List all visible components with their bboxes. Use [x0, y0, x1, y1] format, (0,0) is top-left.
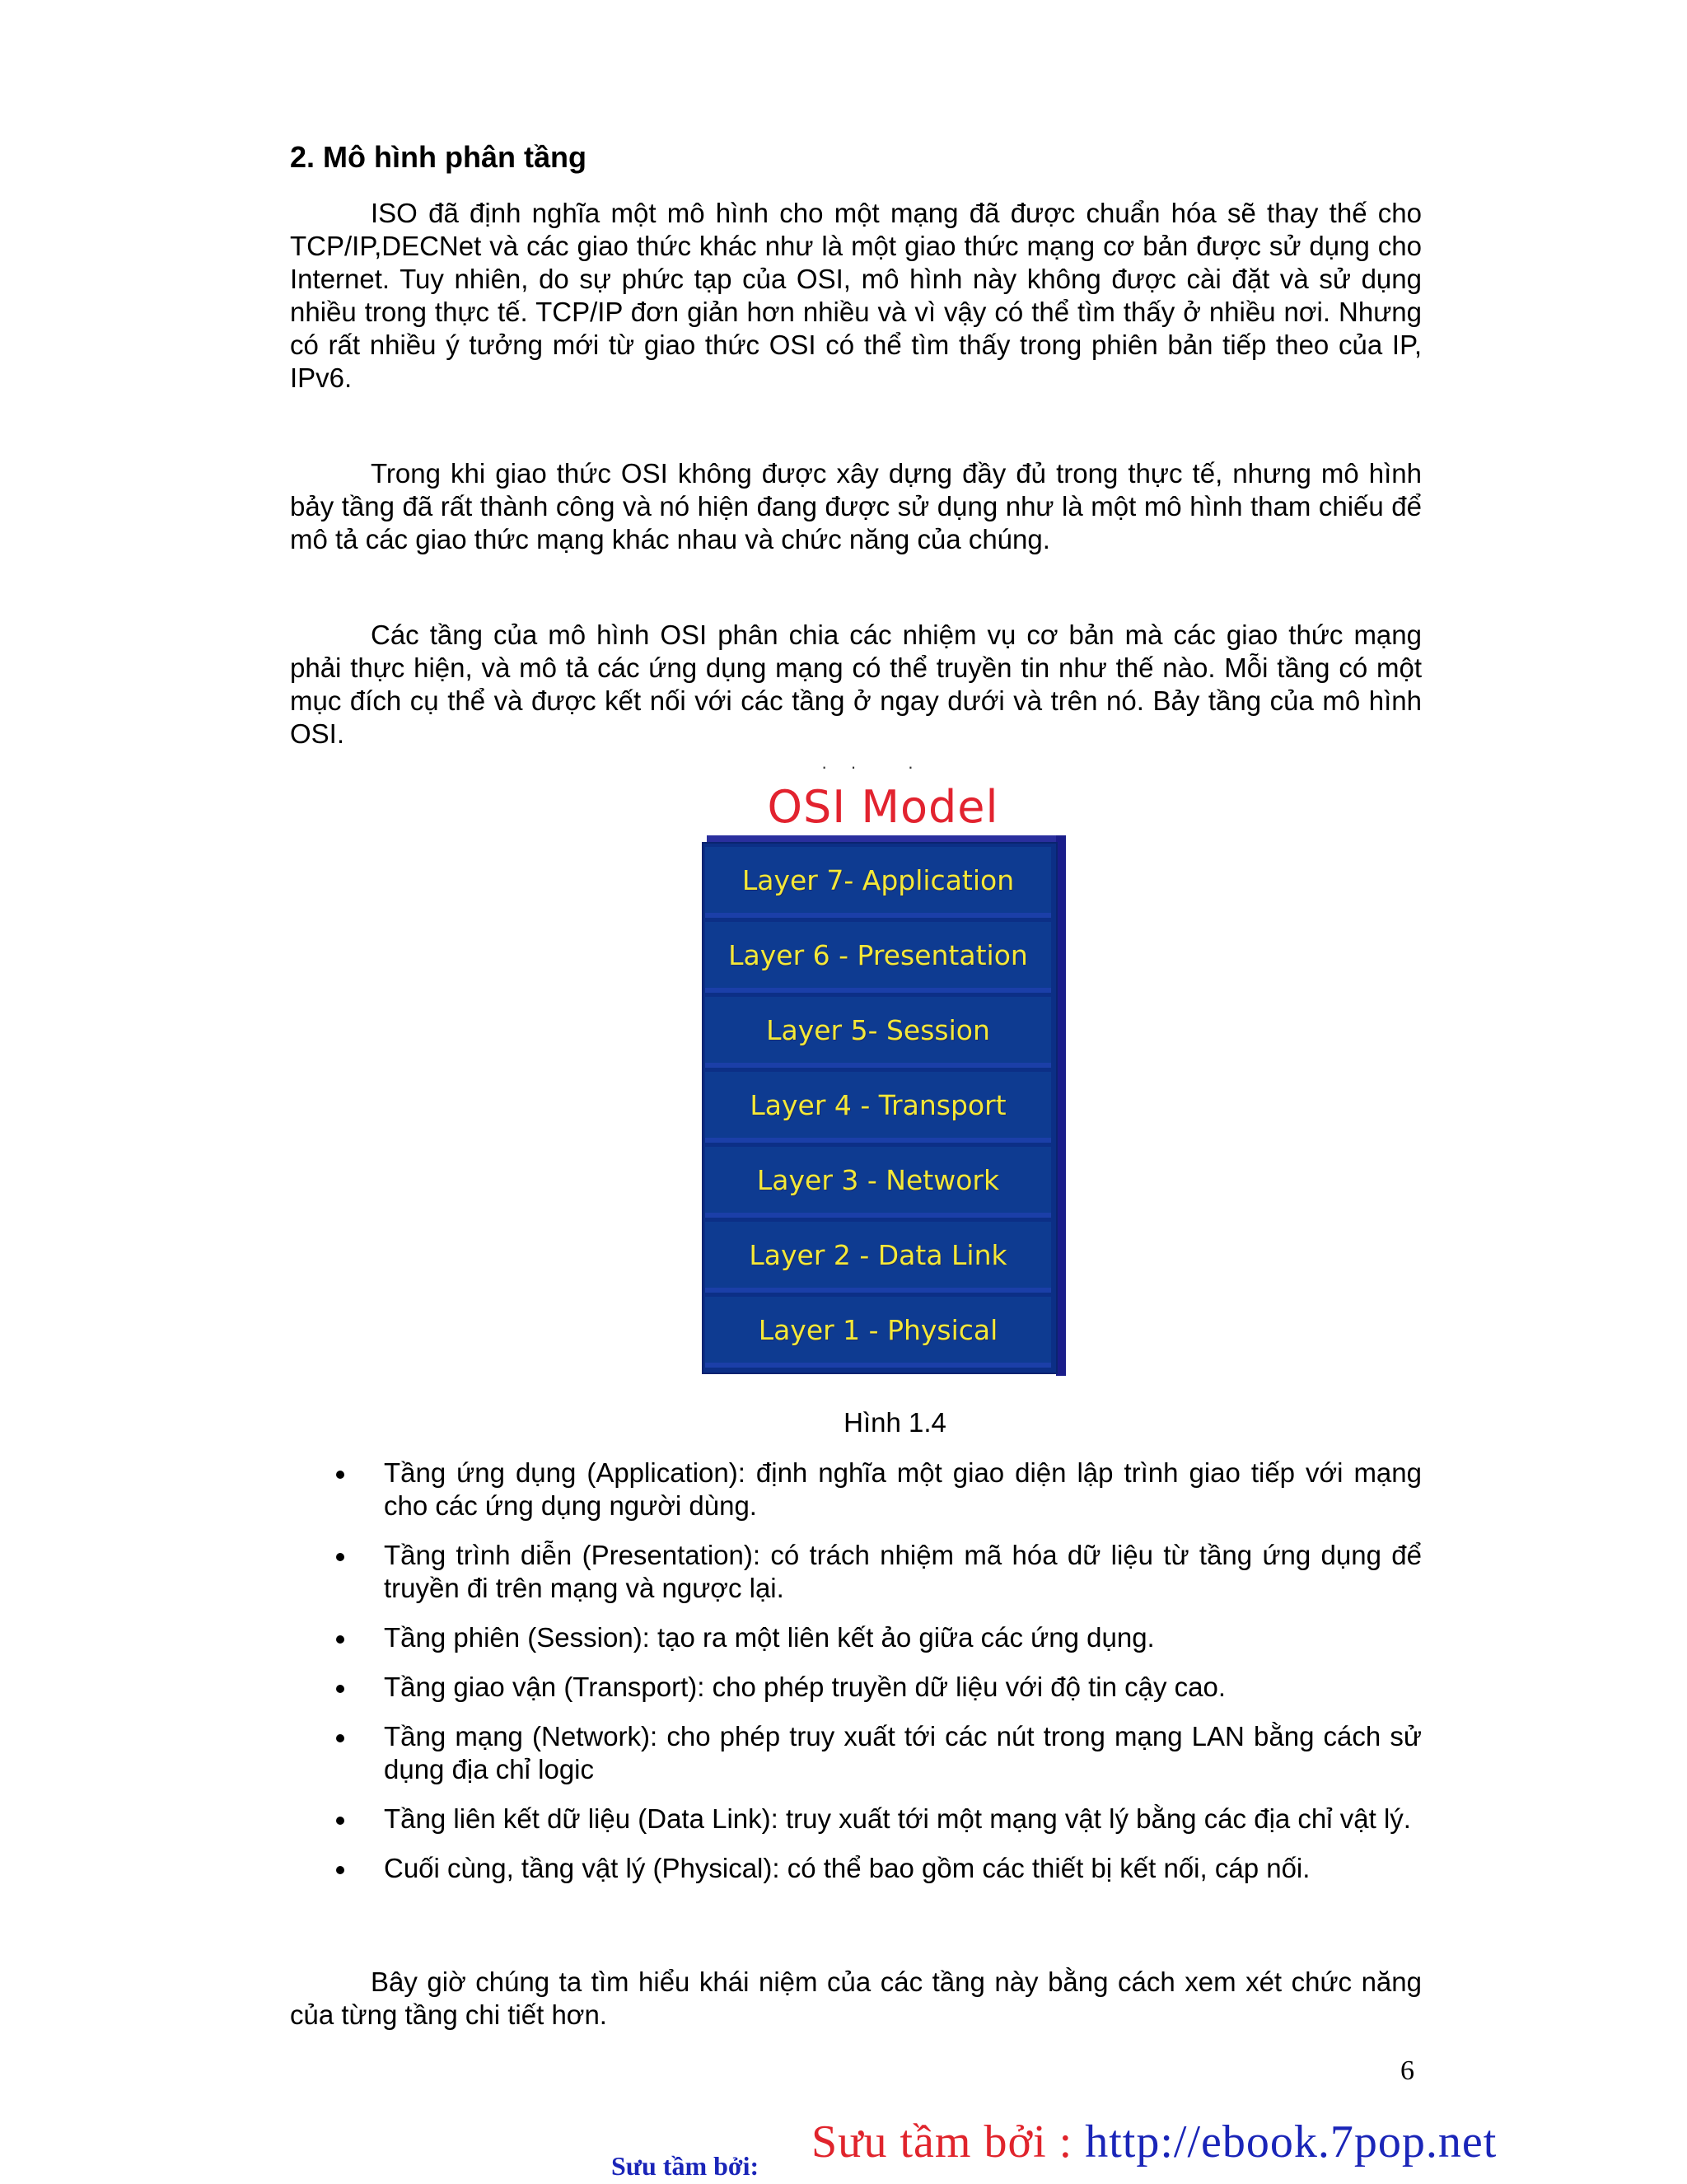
- list-item-text: Tầng ứng dụng (Application): định nghĩa một giao diện lập trình giao tiếp với mạng cho các ứng dụng người dùng.: [384, 1457, 1422, 1521]
- list-item: [329, 1621, 1422, 1654]
- page-number: 6: [1400, 2055, 1414, 2086]
- layer-description-list: [329, 1457, 1422, 1901]
- list-item: [329, 1852, 1422, 1885]
- layer-4-transport: Layer 4 - Transport: [705, 1072, 1051, 1143]
- list-item: [329, 1720, 1422, 1786]
- list-item-text: Tầng liên kết dữ liệu (Data Link): truy xuất tới một mạng vật lý bằng các địa chỉ vật lý.: [384, 1803, 1411, 1834]
- bullet-icon: [336, 1734, 344, 1742]
- paragraph-osi-layers-intro: Các tầng của mô hình OSI phân chia các nhiệm vụ cơ bản mà các giao thức mạng phải thực hiện, và mô tả các ứng dụng mạng có thể truyền tin như thế nào. Mỗi tầng có một mục đích cụ thể và được kết nối với các tầng ở ngay dưới và trên nó. Bảy tầng của mô hình OSI.: [290, 620, 1422, 749]
- watermark-prefix: Sưu tầm bởi :: [811, 2116, 1086, 2168]
- list-item-text: Tầng mạng (Network): cho phép truy xuất tới các nút trong mạng LAN bằng cách sử dụng địa chỉ logic: [384, 1721, 1422, 1784]
- osi-layer-stack: [702, 842, 1058, 1374]
- layer-7-application: Layer 7- Application: [705, 847, 1051, 918]
- list-item-text: Tầng trình diễn (Presentation): có trách nhiệm mã hóa dữ liệu từ tầng ứng dụng để truyền đi trên mạng và ngược lại.: [384, 1540, 1422, 1603]
- layer-1-physical: Layer 1 - Physical: [705, 1297, 1051, 1368]
- layer-2-data-link: Layer 2 - Data Link: [705, 1222, 1051, 1293]
- paragraph-osi-reference: Trong khi giao thức OSI không được xây dựng đầy đủ trong thực tế, nhưng mô hình bảy tầng đã rất thành công và nó hiện đang được sử dụng như là một mô hình tham chiếu để mô tả các giao thức mạng khác nhau và chức năng của chúng.: [290, 458, 1422, 554]
- figure-title: OSI Model: [767, 781, 999, 833]
- bullet-icon: [336, 1685, 344, 1693]
- layer-3-network: Layer 3 - Network: [705, 1147, 1051, 1218]
- list-item: [329, 1803, 1422, 1836]
- list-item-text: Cuối cùng, tầng vật lý (Physical): có thể bao gồm các thiết bị kết nối, cáp nối.: [384, 1853, 1311, 1883]
- bullet-icon: [336, 1817, 344, 1825]
- section-heading: 2. Mô hình phân tầng: [290, 140, 586, 174]
- list-item-text: Tầng giao vận (Transport): cho phép truyền dữ liệu với độ tin cậy cao.: [384, 1672, 1227, 1702]
- bullet-icon: [336, 1866, 344, 1874]
- list-item: [329, 1539, 1422, 1605]
- footer-label: Sưu tầm bởi:: [611, 2151, 759, 2181]
- layer-6-presentation: Layer 6 - Presentation: [705, 922, 1051, 993]
- paragraph-closing: Bây giờ chúng ta tìm hiểu khái niệm của các tầng này bằng cách xem xét chức năng của từng tầng chi tiết hơn.: [290, 1967, 1422, 2030]
- layer-5-session: Layer 5- Session: [705, 997, 1051, 1068]
- list-item: [329, 1671, 1422, 1704]
- bullet-icon: [336, 1553, 344, 1561]
- list-item-text: Tầng phiên (Session): tạo ra một liên kết ảo giữa các ứng dụng.: [384, 1622, 1155, 1653]
- figure-artifact-dots: ·· ·: [821, 756, 937, 777]
- figure-caption: Hình 1.4: [844, 1407, 946, 1438]
- osi-model-figure: [702, 756, 1064, 1389]
- bullet-icon: [336, 1635, 344, 1644]
- watermark-url: http://ebook.7pop.net: [1085, 2116, 1498, 2168]
- list-item: [329, 1457, 1422, 1522]
- bullet-icon: [336, 1471, 344, 1479]
- source-watermark: [811, 2116, 1497, 2168]
- paragraph-iso-definition: ISO đã định nghĩa một mô hình cho một mạng đã được chuẩn hóa sẽ thay thế cho TCP/IP,DECNet và các giao thức khác như là một giao thức mạng cơ bản được sử dụng cho Internet. Tuy nhiên, do sự phức tạp của OSI, mô hình này không được cài đặt và sử dụng nhiều trong thực tế. TCP/IP đơn giản hơn nhiều và vì vậy có thể tìm thấy ở nhiều nơi. Nhưng có rất nhiều ý tưởng mới từ giao thức OSI có thể tìm thấy trong phiên bản tiếp theo của IP, IPv6.: [290, 198, 1422, 393]
